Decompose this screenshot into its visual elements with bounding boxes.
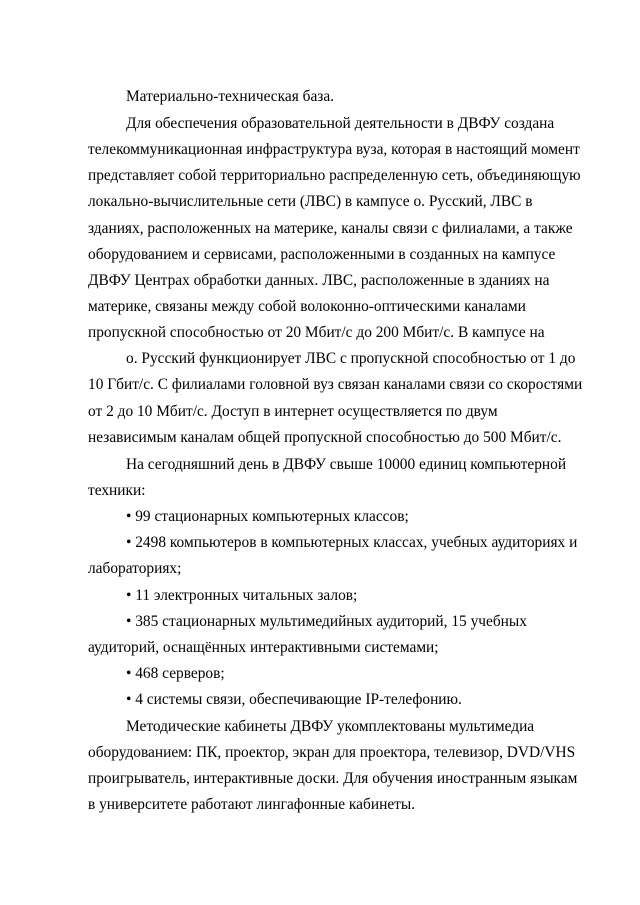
paragraph-line: представляет собой территориально распределенную сеть, объединяющую [88,167,581,185]
paragraph-line: проигрыватель, интерактивные доски. Для обучения иностранным языкам [88,770,578,787]
paragraph-line: На сегодняшний день в ДВФУ свыше 10000 единиц компьютерной [126,456,567,473]
bullet-line: • 2498 компьютеров в компьютерных классах, учебных аудиториях и [126,534,578,552]
paragraph-line: Для обеспечения образовательной деятельности в ДВФУ создана [126,115,555,132]
paragraph-line: о. Русский функционирует ЛВС с пропускной способностью от 1 до [126,350,576,367]
paragraph-line: оборудованием и сервисами, расположенными в созданных на кампусе [88,245,556,263]
paragraph-line: в университете работают лингафонные кабинеты. [88,796,416,813]
paragraph-line: ДВФУ Центрах обработки данных. ЛВС, расположенные в зданиях на [88,271,550,289]
paragraph-line: 10 Гбит/с. С филиалами головной вуз связан каналами связи со скоростями [88,376,583,394]
paragraph-line: независимым каналам общей пропускной способностью до 500 Мбит/с. [88,428,562,446]
heading-text: Материально-техническая база. [126,88,335,105]
bullet-line: аудиторий, оснащённых интерактивными системами; [88,639,439,656]
paragraph-line: Методические кабинеты ДВФУ укомплектованы мультимедиа [126,718,535,735]
bullet-line: • 11 электронных читальных залов; [126,586,358,604]
bullet-line: • 468 серверов; [126,665,225,683]
paragraph-line: материке, связаны между собой волоконно-оптическими каналами [88,298,526,316]
bullet-line: лабораториях; [88,560,182,578]
paragraph-line: от 2 до 10 Мбит/с. Доступ в интернет осуществляется по двум [88,402,498,420]
paragraph-line: техники: [88,482,146,499]
bullet-line: • 385 стационарных мультимедийных аудиторий, 15 учебных [126,612,527,630]
bullet-line: • 99 стационарных компьютерных классов; [126,508,409,525]
bullet-line: • 4 системы связи, обеспечивающие IP-телефонию. [126,691,462,709]
paragraph-line: пропускной способностью от 20 Мбит/с до 200 Мбит/с. В кампусе на [88,324,545,342]
paragraph-line: оборудованием: ПК, проектор, экран для проектора, телевизор, DVD/VHS [88,744,576,761]
paragraph-line: локально-вычислительные сети (ЛВС) в кампусе о. Русский, ЛВС в [88,193,533,211]
paragraph-line: зданиях, расположенных на материке, каналы связи с филиалами, а также [88,219,573,237]
paragraph-line: телекоммуникационная инфраструктура вуза, которая в настоящий момент [88,141,580,159]
